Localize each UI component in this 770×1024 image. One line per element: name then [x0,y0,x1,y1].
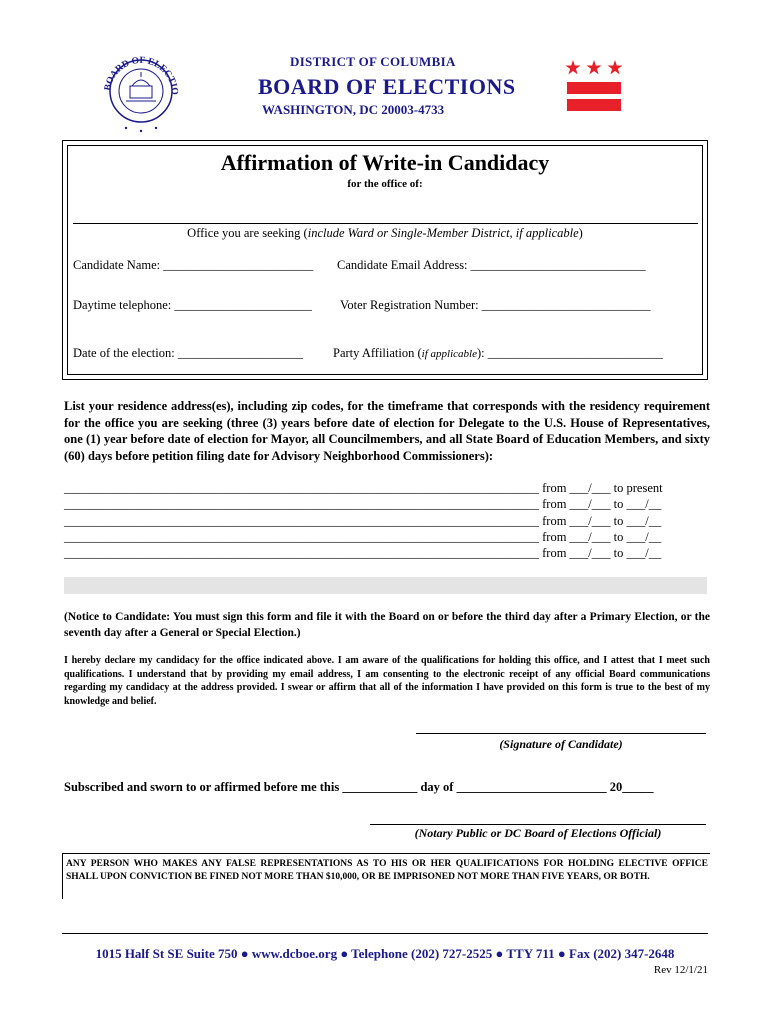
office-input-line[interactable] [73,223,698,224]
revision-date: Rev 12/1/21 [653,964,708,976]
residence-line[interactable]: ____________________________________________________________________________ from ___/___ to ___/__ [64,497,662,511]
election-date-field[interactable]: Date of the election: ____________________ [73,346,303,360]
residence-line[interactable]: ____________________________________________________________________________ from ___/___ to ___/__ [64,530,662,544]
sworn-statement[interactable]: Subscribed and sworn to or affirmed before me this ____________ day of ________________________ 20_____ [64,780,654,794]
dc-flag-icon [566,58,622,114]
seal-text: BOARD OF ELECTIO [103,55,180,96]
residence-line[interactable]: ____________________________________________________________________________ from ___/___ to ___/__ [64,514,662,528]
form-subtitle: for the office of: [347,178,423,190]
footer-divider [62,933,708,934]
daytime-telephone-field[interactable]: Daytime telephone: ______________________ [73,298,312,312]
voter-registration-field[interactable]: Voter Registration Number: ___________________________ [340,298,651,312]
party-affiliation-field[interactable]: Party Affiliation (if applicable): ____________________________ [333,346,663,360]
address-heading: WASHINGTON, DC 20003-4733 [262,102,445,117]
board-seal-icon [96,46,186,136]
office-caption: Office you are seeking (include Ward or Single-Member District, if applicable) [187,226,583,240]
residence-line[interactable]: ____________________________________________________________________________ from ___/___ to present [64,481,663,495]
candidacy-declaration: I hereby declare my candidacy for the office indicated above. I am aware of the qualifications for holding this office, and I attest that I meet such qualifications. I understand that by providing my email address, I am consenting to the electronic receipt of any official Board communications regarding my candidacy at the address provided. I swear or affirm that all of the information I have provided on this form is true to the best of my knowledge and belief. [64,655,710,707]
residence-instructions: List your residence address(es), including zip codes, for the timeframe that corresponds with the residency requirement for the office you are seeking (three (3) years before date of election for Delegate to the U.S. House of Representatives, one (1) year before date of election for Mayor, all Councilmembers, and all State Board of Education Members, and sixty (60) days before petition filing date for Advisory Neighborhood Commissioners): [64,399,710,463]
candidate-name-field[interactable]: Candidate Name: ________________________ [73,258,314,272]
shaded-divider [64,577,707,594]
notary-caption: (Notary Public or DC Board of Elections Official) [414,826,662,840]
notary-signature-line[interactable] [370,824,706,825]
candidate-email-field[interactable]: Candidate Email Address: ____________________________ [337,258,646,272]
candidate-signature-line[interactable] [416,733,706,734]
district-heading: DISTRICT OF COLUMBIA [290,54,456,69]
footer-contact: 1015 Half St SE Suite 750 ● www.dcboe.org ● Telephone (202) 727-2525 ● TTY 711 ● Fax (202) 347-2648 [95,946,675,961]
residence-line[interactable]: ____________________________________________________________________________ from ___/___ to ___/__ [64,546,662,560]
form-title: Affirmation of Write-in Candidacy [220,150,550,175]
false-representation-warning: ANY PERSON WHO MAKES ANY FALSE REPRESENTATIONS AS TO HIS OR HER QUALIFICATIONS FOR HOLDING ELECTIVE OFFICE SHALL UPON CONVICTION BE FINED NOT MORE THAN $10,000, OR BE IMPRISONED NOT MORE THAN FIVE YEARS, OR BOTH. [66,859,708,882]
svg-text:BOARD OF ELECTIONS [96,46,179,95]
signature-caption: (Signature of Candidate) [499,737,623,751]
board-heading: BOARD OF ELECTIONS [258,74,516,99]
candidate-notice: (Notice to Candidate: You must sign this form and file it with the Board on or before the third day after a Primary Election, or the seventh day after a General or Special Election.) [64,611,710,639]
